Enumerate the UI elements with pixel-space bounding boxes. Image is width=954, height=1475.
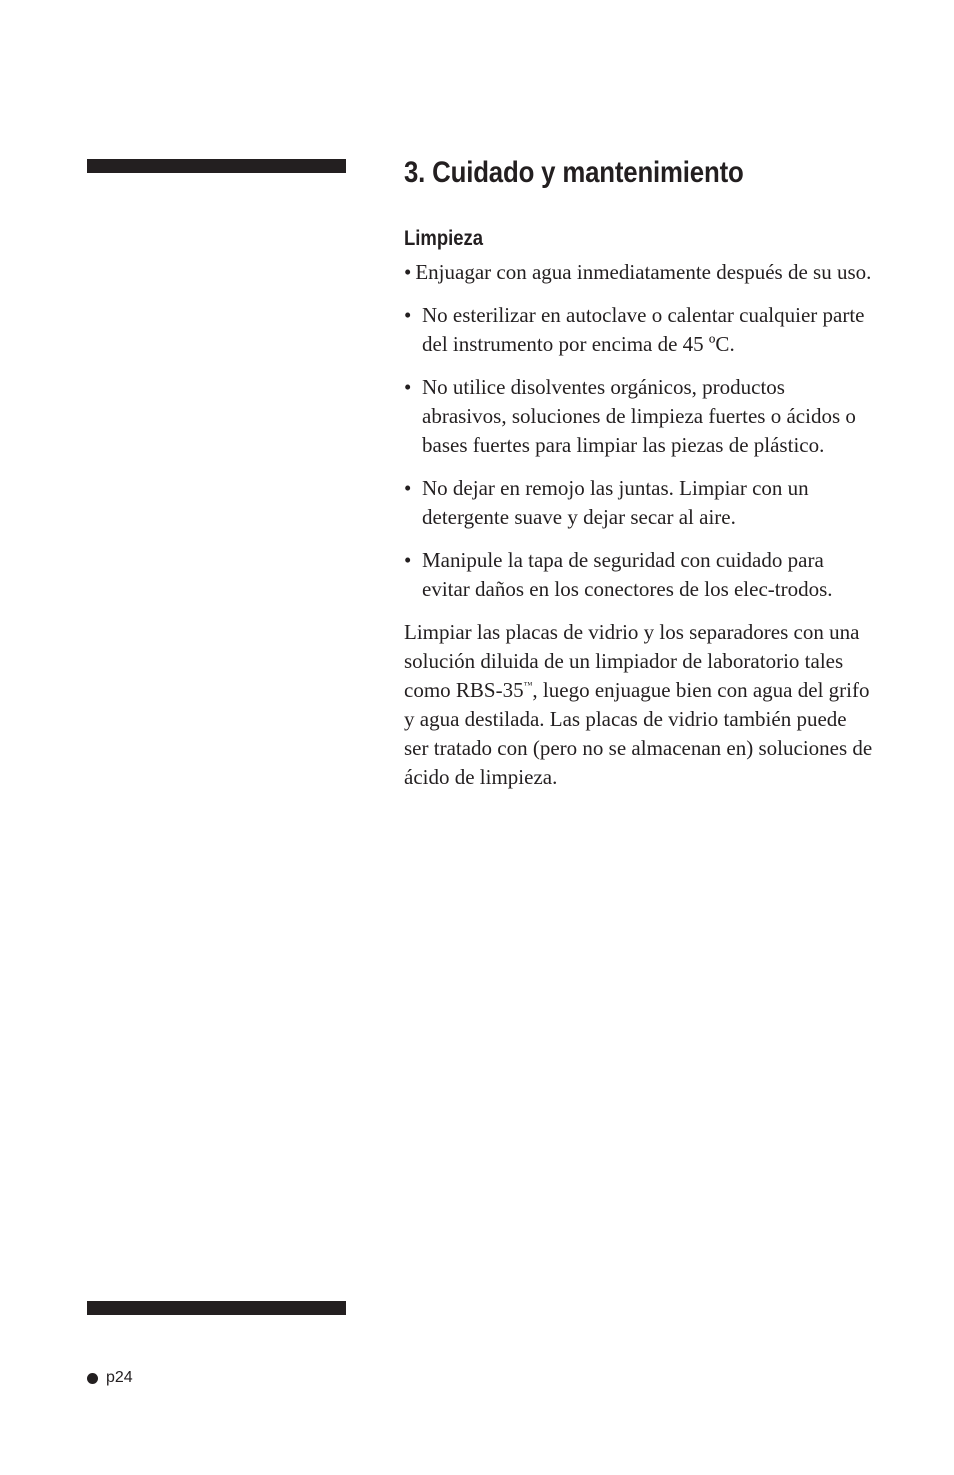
- subsection-title: Limpieza: [404, 227, 484, 250]
- bullet-icon: •: [404, 476, 412, 500]
- trademark-symbol: ™: [523, 680, 533, 690]
- list-item-text: No esterilizar en autoclave o calentar cualquier parte del instrumento por encima de 45 ºC.: [422, 303, 865, 356]
- list-item: [404, 546, 874, 604]
- section-title: 3. Cuidado y mantenimiento: [404, 156, 744, 189]
- paragraph-text-start: Limpiar las placas de vidrio y los separadores con una solución diluida de un limpiador de laboratorio tales como RBS-35: [404, 620, 860, 702]
- bullet-icon: •: [404, 375, 412, 399]
- list-item-text: No utilice disolventes orgánicos, productos abrasivos, soluciones de limpieza fuertes o ácidos o bases fuertes para limpiar las piezas de plástico.: [422, 375, 856, 457]
- list-item: [404, 474, 874, 532]
- bullet-icon: •: [404, 303, 412, 327]
- cleaning-bullet-list: [404, 258, 874, 604]
- page-footer: [87, 1367, 133, 1389]
- list-item: [404, 373, 874, 460]
- list-item-text: Enjuagar con agua inmediatamente después de su uso.: [415, 260, 872, 284]
- cleaning-paragraph: [404, 618, 874, 792]
- paragraph-text-end: , luego enjuague bien con agua del grifo y agua destilada. Las placas de vidrio también puede ser tratado con (pero no se almacenan en) soluciones de ácido de limpieza.: [404, 678, 873, 789]
- list-item: [404, 258, 874, 287]
- list-item-text: Manipule la tapa de seguridad con cuidado para evitar daños en los conectores de los elec-trodos.: [422, 548, 833, 601]
- list-item: [404, 301, 874, 359]
- main-content: [404, 150, 874, 792]
- bullet-dot-icon: [87, 1373, 98, 1384]
- bullet-icon: •: [404, 548, 412, 572]
- bullet-icon: •: [404, 260, 412, 284]
- bottom-rule: [87, 1301, 346, 1315]
- page-number: p24: [106, 1369, 133, 1386]
- list-item-text: No dejar en remojo las juntas. Limpiar con un detergente suave y dejar secar al aire.: [422, 476, 809, 529]
- top-rule: [87, 159, 346, 173]
